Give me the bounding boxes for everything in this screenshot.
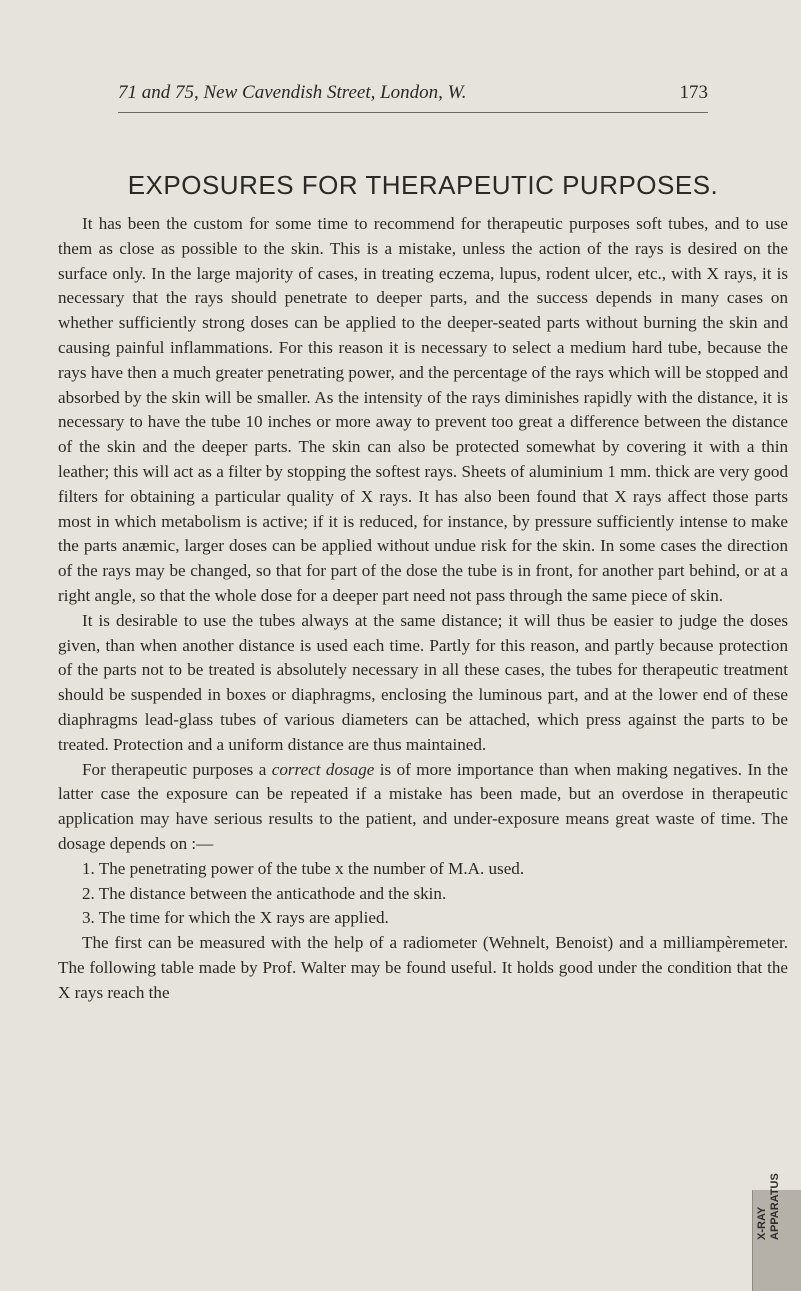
list-item: 3. The time for which the X rays are applied. (82, 908, 389, 928)
emphasis-correct-dosage: correct dosage (271, 759, 375, 779)
list-item: 2. The distance between the anticathode and the skin. (82, 883, 447, 903)
tab-label-line-1: X-RAY (756, 1206, 768, 1240)
paragraph-3: For therapeutic purposes a correct dosage is of more importance than when making negatives. In the latter case the exposure can be repeated if a mistake has been made, but an overdose in therapeutic application may have serious results to the patient, and under-exposure means great waste of time. The dosage depends on :— (58, 759, 788, 853)
body-text (58, 212, 788, 1006)
section-thumb-tab (752, 1173, 801, 1291)
running-head: 71 and 75, New Cavendish Street, London, W. (118, 82, 467, 103)
paragraph-1: It has been the custom for some time to recommend for therapeutic purposes soft tubes, and to use them as close as possible to the skin. This is a mistake, unless the action of the rays is desired on the surface only. In the large majority of cases, in treating eczema, lupus, rodent ulcer, etc., with X rays, it is necessary that the rays should penetrate to deeper parts, and the success depends in many cases on whether sufficiently strong doses can be applied to the deeper-seated parts without burning the skin and causing painful inflammations. For this reason it is necessary to select a medium hard tube, because the rays have then a much greater penetrating power, and the percentage of the rays which will be stopped and absorbed by the skin will be smaller. As the intensity of the rays diminishes rapidly with the distance, it is necessary to have the tube 10 inches or more away to prevent too great a difference between the distance of the skin and the deeper parts. The skin can also be protected somewhat by covering it with a thin leather; this will act as a filter by stopping the softest rays. Sheets of aluminium 1 mm. thick are very good filters for obtaining a particular quality of X rays. It has also been found that X rays affect those parts most in which metabolism is active; if it is reduced, for instance, by pressure sufficiently intense to make the parts anæmic, larger doses can be applied without undue risk for the skin. In some cases the direction of the rays may be changed, so that for part of the dose the tube is in front, for another part behind, or at a right angle, so that the whole dose for a deeper part need not pass through the same piece of skin. (58, 214, 788, 605)
paragraph-2: It is desirable to use the tubes always at the same distance; it will thus be easier to judge the doses given, than when another distance is used each time. Partly for this reason, and partly because protection of the parts not to be treated is absolutely necessary in all these cases, the tubes for therapeutic treatment should be suspended in boxes or diaphragms, enclosing the luminous part, and at the lower end of these diaphragms lead-glass tubes of various diameters can be attached, which press against the parts to be treated. Protection and a uniform distance are thus maintained. (58, 610, 788, 754)
dosage-factors-list (58, 857, 788, 931)
tab-label-line-2: APPARATUS (769, 1173, 781, 1240)
paragraph-4: The first can be measured with the help of a radiometer (Wehnelt, Benoist) and a milliampèremeter. The following table made by Prof. Walter may be found useful. It holds good under the condition that the X rays reach the (58, 933, 788, 1002)
page-number: 173 (679, 82, 708, 103)
running-header (118, 82, 708, 113)
list-item: 1. The penetrating power of the tube x the number of M.A. used. (82, 858, 525, 878)
section-title: EXPOSURES FOR THERAPEUTIC PURPOSES. (127, 170, 719, 200)
